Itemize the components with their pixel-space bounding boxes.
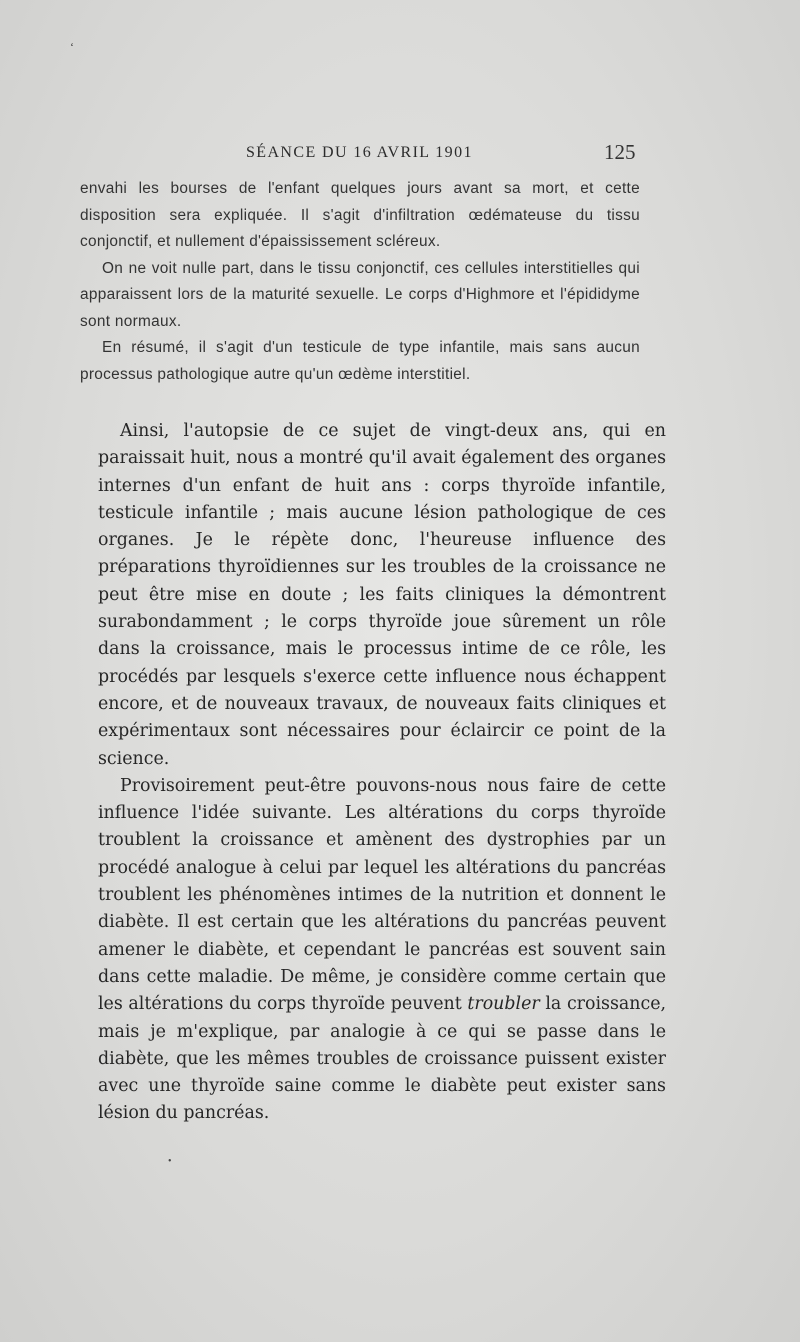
small-paragraph-1: envahi les bourses de l'enfant quelques jours avant sa mort, et cette disposition sera expliquée. Il s'agit d'infiltration œdémateuse du tissu conjonctif, et nullement d'épaississement scléreux. xyxy=(80,180,640,250)
small-paragraph-3: En résumé, il s'agit d'un testicule de type infantile, mais sans aucun processus pathologique autre qu'un œdème interstitiel. xyxy=(80,339,640,383)
main-text-section xyxy=(98,418,666,1128)
scan-dot: • xyxy=(168,1156,172,1167)
body-paragraph-2 xyxy=(98,773,666,1128)
body-paragraph-2-text-b: la croissance, mais je m'explique, par analogie à ce qui se passe dans le diabète, que les mêmes troubles de croissance puissent exister avec une thyroïde saine comme le diabète peut exister sans lésion du pancréas. xyxy=(98,994,667,1124)
small-paragraph-2: On ne voit nulle part, dans le tissu conjonctif, ces cellules interstitielles qui apparaissent lors de la maturité sexuelle. Le corps d'Highmore et l'épididyme sont normaux. xyxy=(80,259,640,330)
page-number: 125 xyxy=(604,140,636,164)
small-print-section xyxy=(80,176,640,388)
running-head xyxy=(0,140,800,170)
body-paragraph-1: Ainsi, l'autopsie de ce sujet de vingt-deux ans, qui en paraissait huit, nous a montré qu'il avait également des organes internes d'un enfant de huit ans : corps thyroïde infantile, testicule infantile ; mais aucune lésion pathologique de ces organes. Je le répète donc, l'heureuse influence des préparations thyroïdiennes sur les troubles de la croissance ne peut être mise en doute ; les faits cliniques la démontrent surabondamment ; le corps thyroïde joue sûrement un rôle dans la croissance, mais le processus intime de ce rôle, les procédés par lesquels s'exerce cette influence nous échappent encore, et de nouveaux travaux, de nouveaux faits cliniques et expérimentaux sont nécessaires pour éclaircir ce point de la science. xyxy=(98,421,666,769)
body-paragraph-2-italic: troubler xyxy=(467,994,540,1015)
body-paragraph-2-text-a: Provisoirement peut-être pouvons-nous nous faire de cette influence l'idée suivante. Les altérations du corps thyroïde troublent la croissance et amènent des dystrophies par un procédé analogue à celui par lequel les altérations du pancréas troublent les phénomènes intimes de la nutrition et donnent le diabète. Il est certain que les altérations du pancréas peuvent amener le diabète, et cependant le pancréas est souvent sain dans cette maladie. De même, je considère comme certain que les altérations du corps thyroïde peuvent xyxy=(98,775,666,1015)
running-head-title: SÉANCE DU 16 AVRIL 1901 xyxy=(246,144,473,161)
scan-speck: ʻ xyxy=(70,40,74,54)
